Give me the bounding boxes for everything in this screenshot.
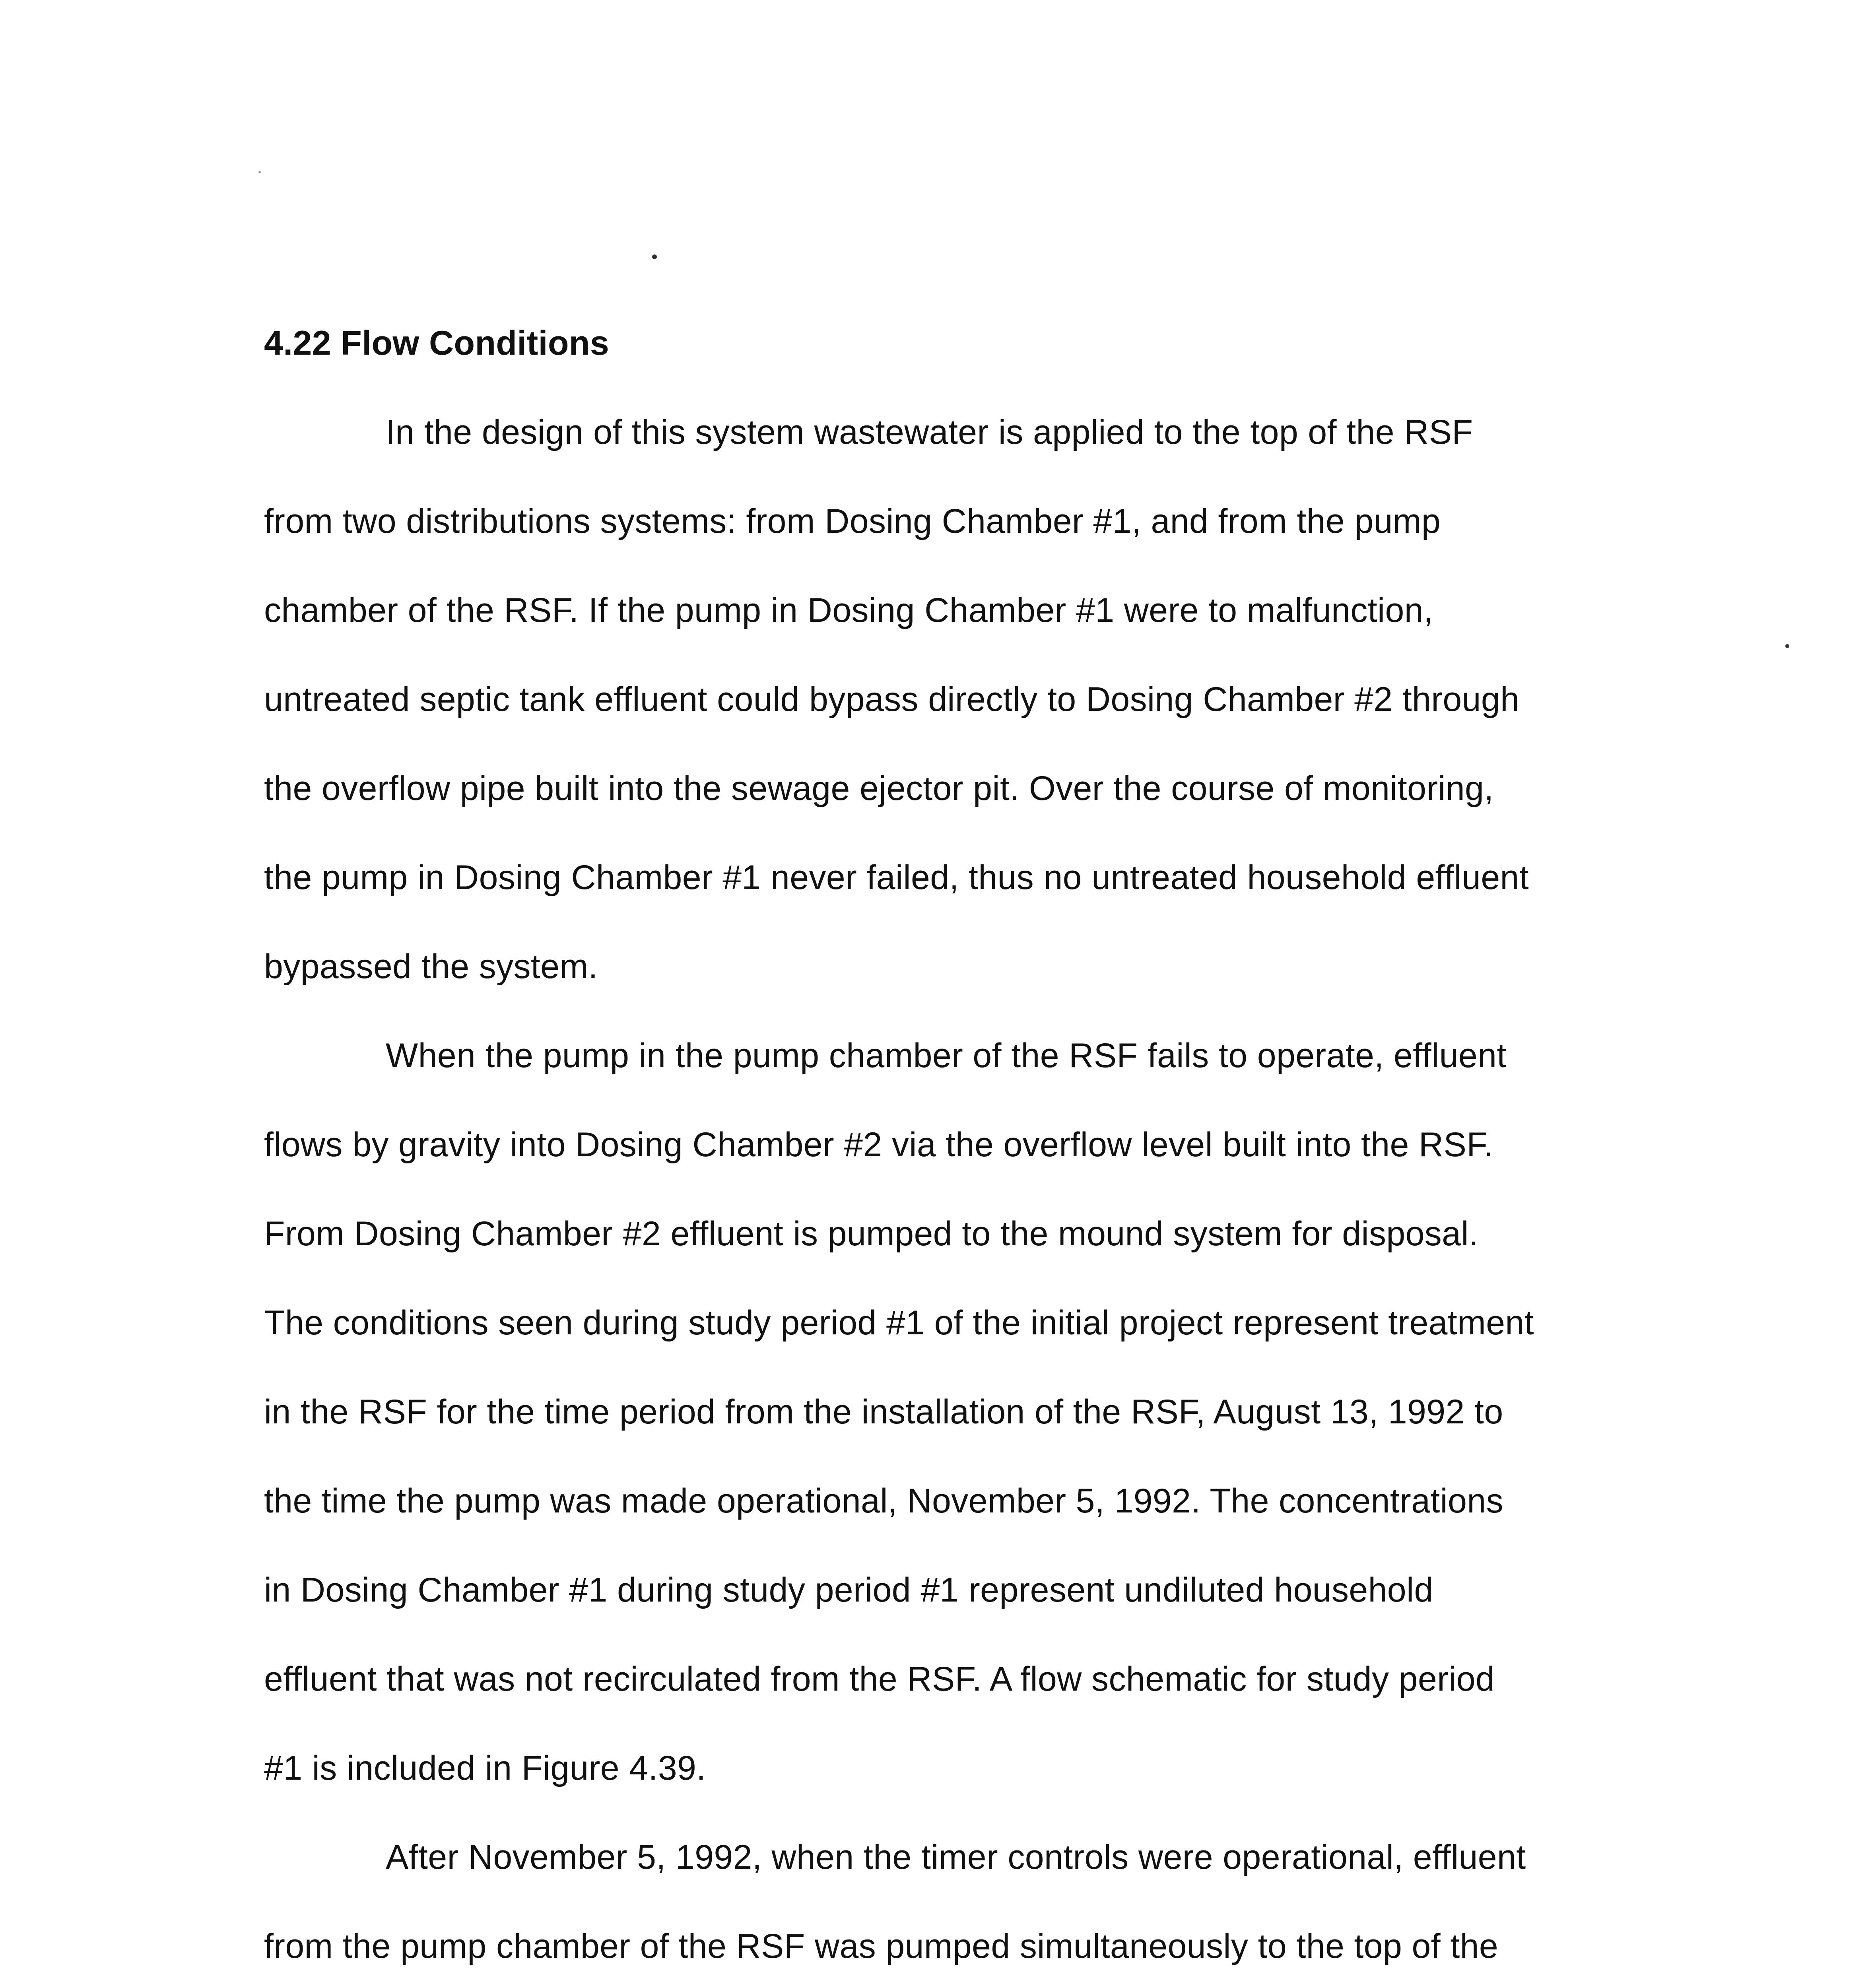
paragraph-2-line-2: flows by gravity into Dosing Chamber #2 via the overflow level built into the RSF. (264, 1126, 1494, 1164)
paragraph-3-line-2: from the pump chamber of the RSF was pumped simultaneously to the top of the (264, 1927, 1499, 1965)
paragraph-2-line-3: From Dosing Chamber #2 effluent is pumped to the mound system for disposal. (264, 1215, 1479, 1253)
paragraph-1-line-7: bypassed the system. (264, 947, 598, 986)
paragraph-1-line-1: In the design of this system wastewater is applied to the top of the RSF (386, 413, 1473, 451)
paragraph-2-line-1: When the pump in the pump chamber of the RSF fails to operate, effluent (386, 1037, 1507, 1075)
paragraph-2-line-7: in Dosing Chamber #1 during study period #1 represent undiluted household (264, 1571, 1433, 1609)
scan-speck (652, 254, 657, 259)
scan-speck (258, 171, 261, 173)
paragraph-1-line-5: the overflow pipe built into the sewage ejector pit. Over the course of monitoring, (264, 769, 1494, 808)
paragraph-1-line-4: untreated septic tank effluent could bypass directly to Dosing Chamber #2 through (264, 680, 1520, 718)
paragraph-2-line-8: effluent that was not recirculated from the RSF. A flow schematic for study period (264, 1660, 1495, 1698)
paragraph-3-line-1: After November 5, 1992, when the timer controls were operational, effluent (386, 1838, 1526, 1876)
paragraph-2-line-4: The conditions seen during study period #1 of the initial project represent treatment (264, 1304, 1534, 1342)
section-heading: 4.22 Flow Conditions (264, 324, 610, 362)
scan-speck (1785, 644, 1789, 648)
paragraph-2-line-9: #1 is included in Figure 4.39. (264, 1749, 706, 1787)
paragraph-1-line-2: from two distributions systems: from Dosing Chamber #1, and from the pump (264, 502, 1441, 540)
paragraph-1-line-6: the pump in Dosing Chamber #1 never failed, thus no untreated household effluent (264, 858, 1529, 897)
paragraph-2-line-6: the time the pump was made operational, November 5, 1992. The concentrations (264, 1482, 1504, 1520)
paragraph-1-line-3: chamber of the RSF. If the pump in Dosing Chamber #1 were to malfunction, (264, 591, 1433, 629)
paragraph-2-line-5: in the RSF for the time period from the installation of the RSF, August 13, 1992 to (264, 1393, 1503, 1431)
